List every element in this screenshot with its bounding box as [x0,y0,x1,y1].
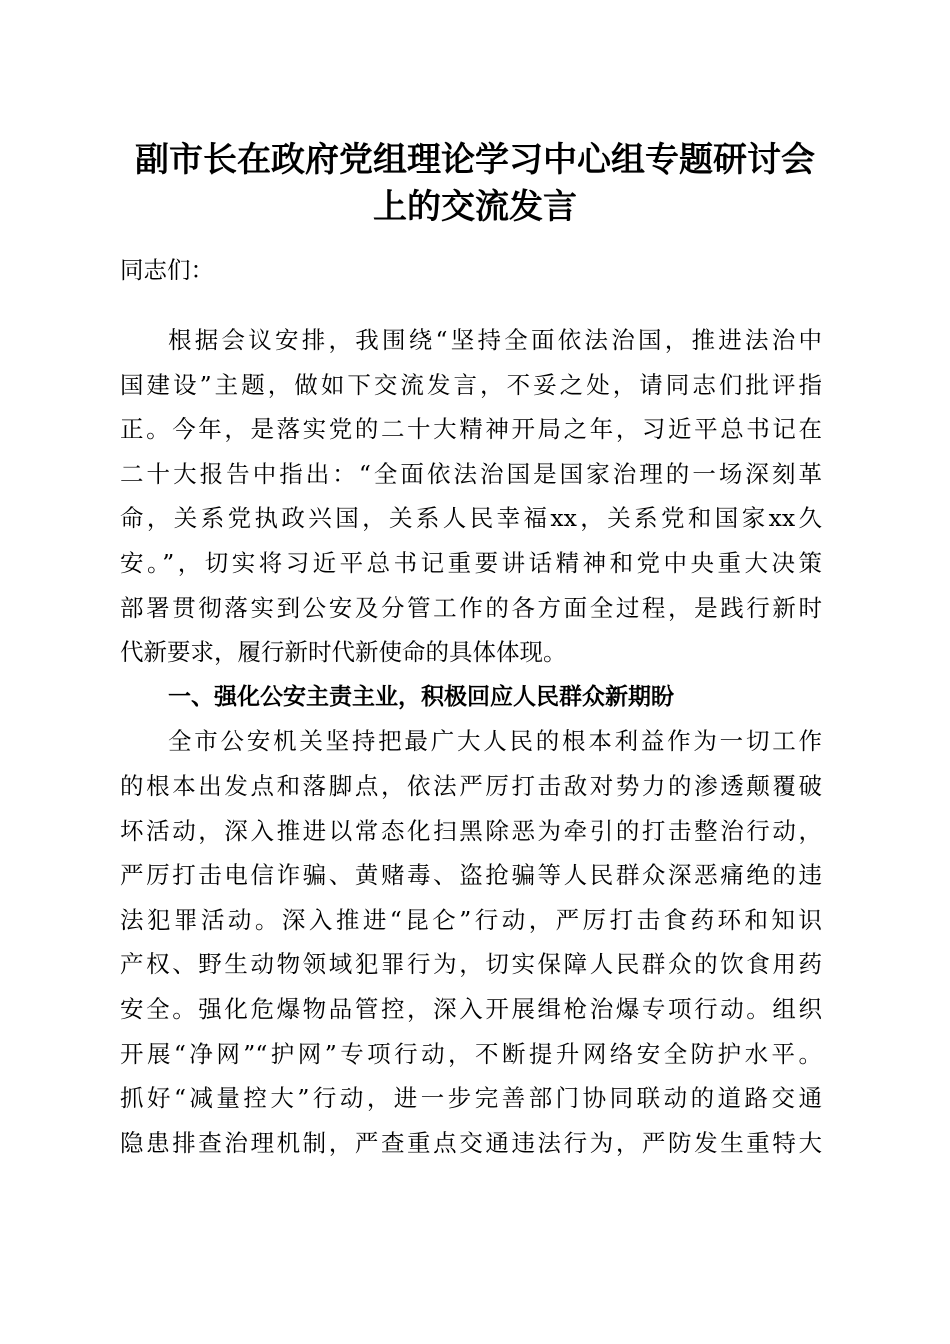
paragraph-line: 抓好“减量控大”行动，进一步完善部门协同联动的道路交通 [120,1084,822,1113]
paragraph-line: 二十大报告中指出：“全面依法治国是国家治理的一场深刻革 [120,459,822,488]
paragraph-line: 代新要求，履行新时代新使命的具体体现。 [120,638,567,667]
paragraph-line: 根据会议安排，我围绕“坚持全面依法治国，推进法治中 [168,326,822,354]
salutation: 同志们： [120,256,214,284]
intro-paragraph [120,318,822,1165]
paragraph-line: 坏活动，深入推进以常态化扫黑除恶为牵引的打击整治行动， [120,816,822,845]
paragraph-line: 的根本出发点和落脚点，依法严厉打击敌对势力的渗透颠覆破 [120,771,822,800]
document-title-line-1: 副市长在政府党组理论学习中心组专题研讨会 [135,140,815,180]
paragraph-line: 隐患排查治理机制，严查重点交通违法行为，严防发生重特大 [120,1128,822,1157]
paragraph-line: 部署贯彻落实到公安及分管工作的各方面全过程，是践行新时 [120,593,822,622]
document-title-line-2: 上的交流发言 [373,187,577,227]
paragraph-line: 正。今年，是落实党的二十大精神开局之年，习近平总书记在 [120,415,822,444]
paragraph-line: 国建设”主题，做如下交流发言，不妥之处，请同志们批评指 [120,370,822,399]
section-heading: 一、强化公安主责主业，积极回应人民群众新期盼 [168,683,674,710]
paragraph-line: 命，关系党执政兴国，关系人民幸福xx，关系党和国家xx久 [120,504,822,533]
paragraph-line: 安全。强化危爆物品管控，深入开展缉枪治爆专项行动。组织 [120,994,822,1023]
paragraph-line: 安。”，切实将习近平总书记重要讲话精神和党中央重大决策 [120,548,822,577]
paragraph-line: 开展“净网”“护网”专项行动，不断提升网络安全防护水平。 [120,1039,822,1068]
salutation-block [120,248,822,293]
paragraph-line: 产权、野生动物领域犯罪行为，切实保障人民群众的饮食用药 [120,950,822,979]
paragraph-line: 全市公安机关坚持把最广大人民的根本利益作为一切工作 [168,727,822,756]
paragraph-line: 严厉打击电信诈骗、黄赌毒、盗抢骗等人民群众深恶痛绝的违 [120,861,822,890]
paragraph-line: 法犯罪活动。深入推进“昆仑”行动，严厉打击食药环和知识 [120,905,822,934]
